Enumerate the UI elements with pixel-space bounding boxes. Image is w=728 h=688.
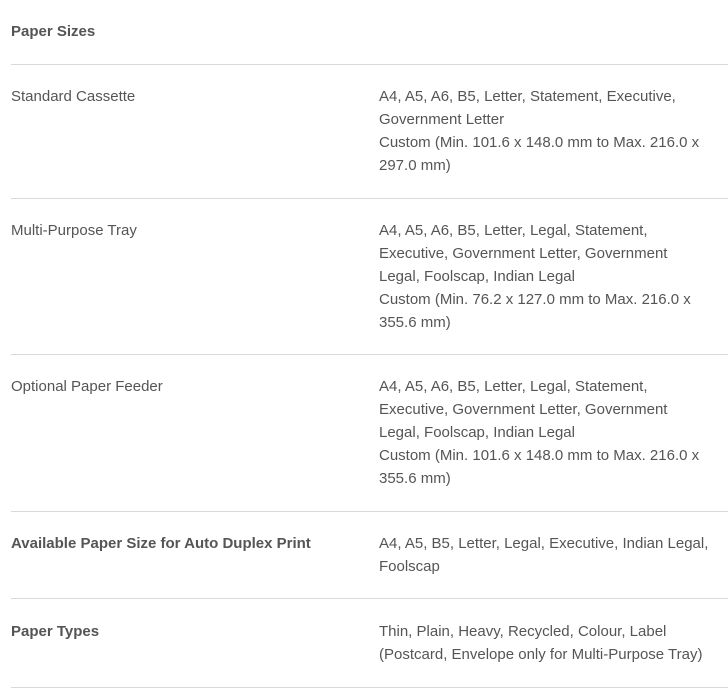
spec-value-line: Legal, Foolscap, Indian Legal <box>379 268 575 285</box>
spec-value-line: A4, A5, B5, Letter, Legal, Executive, Indian Legal, <box>379 535 709 552</box>
spec-table <box>11 0 728 688</box>
spec-value-line: 297.0 mm) <box>379 157 451 174</box>
spec-row-optional-paper-feeder <box>11 355 728 512</box>
section-heading-row <box>11 20 728 65</box>
spec-row-standard-cassette <box>11 65 728 199</box>
spec-value-line: Custom (Min. 76.2 x 127.0 mm to Max. 216.0 x <box>379 291 691 308</box>
spec-value-line: 355.6 mm) <box>379 470 451 487</box>
spec-label: Paper Types <box>11 623 100 640</box>
spec-value <box>379 532 728 578</box>
spec-value-line: Government Letter <box>379 111 505 128</box>
spec-value-line: Custom (Min. 101.6 x 148.0 mm to Max. 216.0 x <box>379 134 700 151</box>
spec-label: Available Paper Size for Auto Duplex Print <box>11 535 311 552</box>
spec-value-line: Executive, Government Letter, Government <box>379 245 668 262</box>
spec-value <box>379 219 728 334</box>
spec-row-multi-purpose-tray <box>11 199 728 355</box>
spec-value-line: A4, A5, A6, B5, Letter, Statement, Executive, <box>379 88 676 105</box>
spec-value-line: Legal, Foolscap, Indian Legal <box>379 424 575 441</box>
spec-value-line: A4, A5, A6, B5, Letter, Legal, Statement, <box>379 378 648 395</box>
spec-label: Standard Cassette <box>11 88 136 105</box>
spec-value <box>379 85 728 177</box>
section-heading: Paper Sizes <box>11 23 96 40</box>
spec-value-line: Executive, Government Letter, Government <box>379 401 668 418</box>
spec-value-line: Thin, Plain, Heavy, Recycled, Colour, Label <box>379 623 667 640</box>
spec-label: Multi-Purpose Tray <box>11 222 137 239</box>
spec-row-auto-duplex <box>11 512 728 599</box>
spec-value-line: Custom (Min. 101.6 x 148.0 mm to Max. 216.0 x <box>379 447 700 464</box>
spec-label: Optional Paper Feeder <box>11 378 163 395</box>
spec-value-line: 355.6 mm) <box>379 314 451 331</box>
spec-row-paper-types <box>11 599 728 688</box>
spec-value <box>379 620 728 666</box>
spec-value <box>379 375 728 490</box>
spec-value-line: (Postcard, Envelope only for Multi-Purpose Tray) <box>379 646 703 663</box>
spec-value-line: A4, A5, A6, B5, Letter, Legal, Statement, <box>379 222 648 239</box>
spec-value-line: Foolscap <box>379 558 440 575</box>
